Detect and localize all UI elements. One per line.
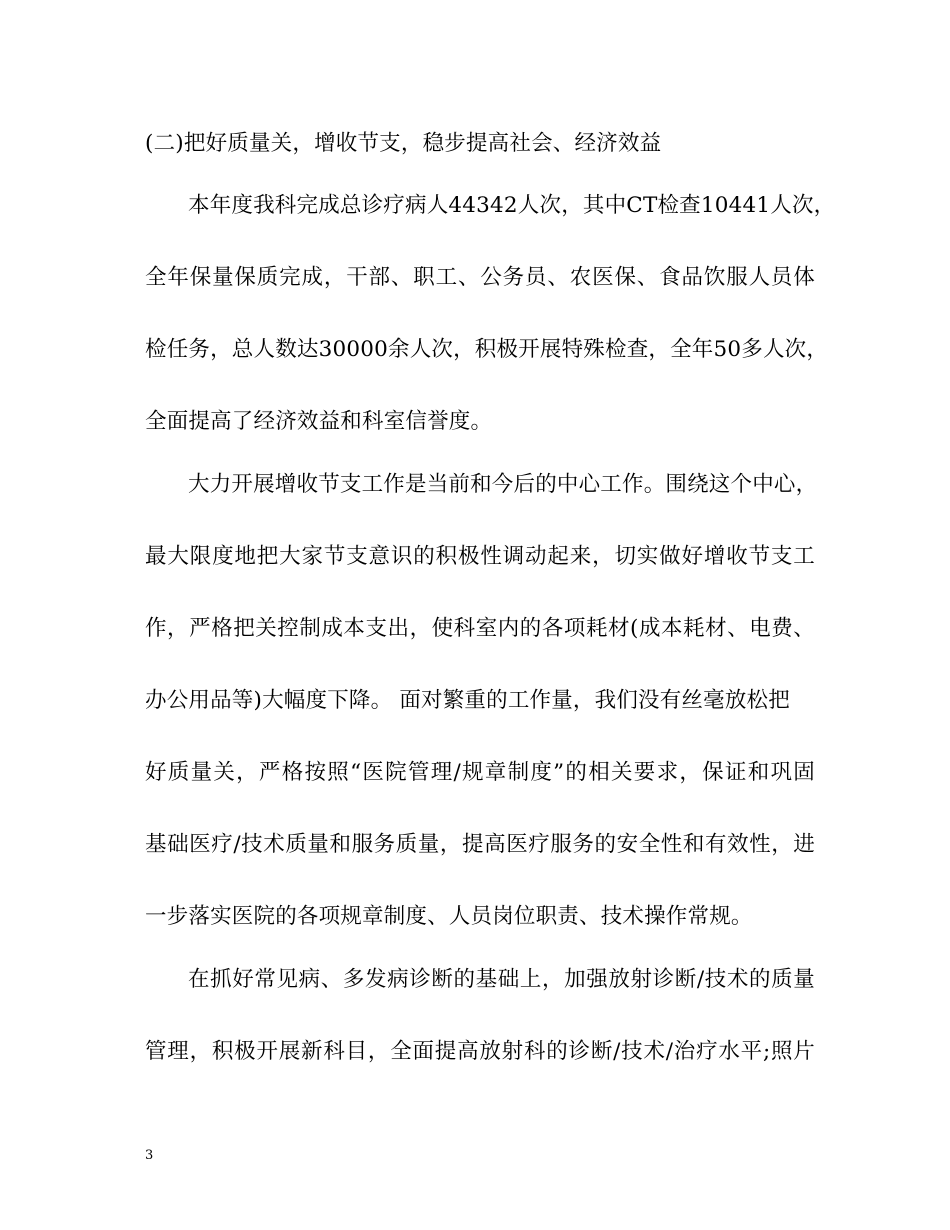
- section-heading: (二)把好质量关，增收节支，稳步提高社会、经济效益: [145, 131, 662, 156]
- paragraph-line: 大力开展增收节支工作是当前和今后的中心工作。围绕这个中心，: [188, 472, 818, 497]
- page-number: 3: [145, 1148, 154, 1163]
- paragraph-line: 全面提高了经济效益和科室信誉度。: [145, 409, 493, 434]
- paragraph-line: 全年保量保质完成，干部、职工、公务员、农医保、食品饮服人员体: [145, 265, 815, 290]
- paragraph-line: 基础医疗/技术质量和服务质量，提高医疗服务的安全性和有效性，进: [145, 832, 815, 857]
- paragraph-line: 好质量关，严格按照“医院管理/规章制度”的相关要求，保证和巩固: [145, 760, 815, 785]
- paragraph-line: 一步落实医院的各项规章制度、人员岗位职责、技术操作常规。: [145, 904, 753, 929]
- paragraph-line: 管理，积极开展新科目，全面提高放射科的诊断/技术/治疗水平;照片: [145, 1039, 815, 1064]
- paragraph-line: 本年度我科完成总诊疗病人44342人次，其中CT检查10441人次，: [188, 193, 836, 218]
- paragraph-line: 办公用品等)大幅度下降。 面对繁重的工作量，我们没有丝毫放松把: [145, 688, 790, 713]
- paragraph-line: 在抓好常见病、多发病诊断的基础上，加强放射诊断/技术的质量: [188, 967, 815, 992]
- paragraph-line: 检任务，总人数达30000余人次，积极开展特殊检查，全年50多人次，: [145, 337, 829, 362]
- paragraph-line: 作，严格把关控制成本支出，使科室内的各项耗材(成本耗材、电费、: [145, 616, 815, 641]
- paragraph-line: 最大限度地把大家节支意识的积极性调动起来，切实做好增收节支工: [145, 544, 815, 569]
